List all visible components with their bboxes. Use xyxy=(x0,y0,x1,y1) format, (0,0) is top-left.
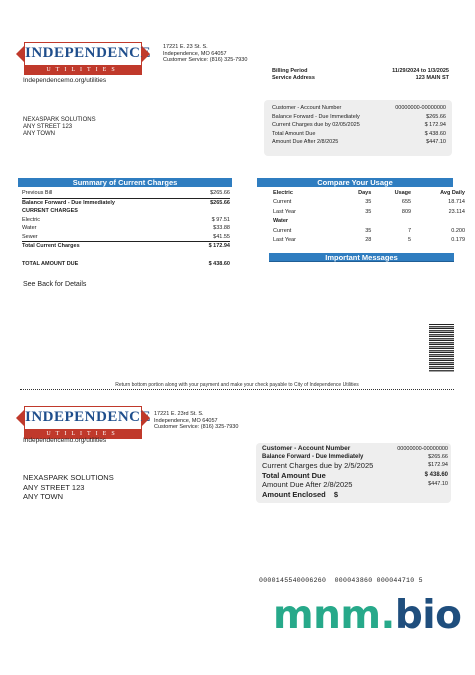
customer-address xyxy=(23,117,96,138)
logo-subtitle: UTILITIES xyxy=(24,430,142,439)
charge-value: $ 97.51 xyxy=(211,216,230,223)
charge-label: Sewer xyxy=(22,233,38,240)
website-link[interactable]: Independencemo.org/utilities xyxy=(23,77,107,84)
watermark-part1: mnm. xyxy=(273,593,395,638)
usage-cell: Last Year xyxy=(273,208,296,215)
account-number-value: 00000000-00000000 xyxy=(395,105,446,111)
billing-period-label: Billing Period xyxy=(272,68,308,74)
tear-off-instruction: Return bottom portion along with your payment and make your check payable to City of Independence Utilities xyxy=(115,382,359,388)
previous-bill-value: $265.66 xyxy=(210,190,230,196)
water-label: Water xyxy=(273,218,289,225)
usage-header-row xyxy=(273,188,465,198)
independence-logo xyxy=(24,406,152,439)
usage-cell: Current xyxy=(273,199,292,206)
usage-cell: 0.179 xyxy=(451,237,465,244)
important-messages-title: Important Messages xyxy=(269,253,454,262)
usage-cell: 7 xyxy=(408,227,412,234)
usage-cell: 35 xyxy=(365,199,372,206)
balance-forward-label: Balance Forward - Due Immediately xyxy=(272,113,360,120)
total-current-value: $ 172.94 xyxy=(208,243,230,249)
usage-header: Electric xyxy=(273,189,293,196)
account-summary-box xyxy=(264,100,452,156)
amount-after-value: $447.10 xyxy=(428,481,448,487)
address-line: 17221 E. 23 St. S. xyxy=(163,44,208,50)
balance-forward-label: Balance Forward - Due Immediately xyxy=(262,454,364,460)
charge-row xyxy=(22,216,230,225)
total-due-value: $ 438.60 xyxy=(208,260,230,267)
current-charges-value: $ 172.94 xyxy=(424,122,446,128)
logo-subtitle: UTILITIES xyxy=(24,66,142,75)
total-due-label: Total Amount Due xyxy=(272,130,316,137)
watermark-logo xyxy=(273,592,461,640)
usage-row xyxy=(273,198,465,208)
customer-name: NEXASPARK SOLUTIONS xyxy=(23,117,96,123)
usage-cell: 809 xyxy=(401,208,412,215)
account-number-label: Customer - Account Number xyxy=(262,445,351,452)
address-line: Independence, MO 64057 xyxy=(163,50,227,57)
customer-street: ANY STREET 123 xyxy=(23,482,85,492)
stub-website-link[interactable]: Independencemo.org/utilities xyxy=(23,437,107,444)
usage-header: Avg Daily xyxy=(440,189,465,196)
logo-wordmark: INDEPENDENCE xyxy=(24,42,142,66)
charge-row xyxy=(22,224,230,233)
barcode-image xyxy=(429,324,454,372)
utility-address xyxy=(163,44,247,64)
usage-cell: Last Year xyxy=(273,237,296,244)
amount-enclosed-label: Amount Enclosed xyxy=(262,489,326,499)
amount-after-value: $447.10 xyxy=(426,139,446,145)
usage-title: Compare Your Usage xyxy=(257,178,453,187)
independence-logo xyxy=(24,42,152,75)
service-address-label: Service Address xyxy=(272,75,315,81)
watermark-part2: bio xyxy=(394,593,462,638)
account-number-label: Customer - Account Number xyxy=(272,105,342,111)
see-back-note: See Back for Details xyxy=(23,281,87,288)
customer-service-line: Customer Service: (816) 325-7930 xyxy=(163,57,248,63)
current-charges-heading: CURRENT CHARGES xyxy=(22,208,78,214)
customer-town: ANY TOWN xyxy=(23,492,64,501)
current-charges-label: Current Charges due by 2/5/2025 xyxy=(262,461,374,470)
charge-value: $33.88 xyxy=(213,225,230,231)
usage-subheader-row xyxy=(273,217,465,227)
stub-account-box xyxy=(256,443,451,503)
usage-header: Days xyxy=(358,189,372,196)
stub-customer-address xyxy=(23,473,114,502)
customer-street: ANY STREET 123 xyxy=(23,124,73,130)
tear-line xyxy=(20,389,454,390)
usage-cell: 18.714 xyxy=(448,199,465,206)
total-due-label: TOTAL AMOUNT DUE xyxy=(22,260,79,267)
billing-info xyxy=(272,68,449,82)
amount-enclosed-symbol: $ xyxy=(333,489,339,499)
customer-service-line: Customer Service: (816) 325-7930 xyxy=(154,424,239,430)
amount-after-label: Amount Due After 2/8/2025 xyxy=(272,139,339,145)
usage-cell: 0.200 xyxy=(451,227,465,234)
charge-row xyxy=(22,233,230,242)
usage-header: Usage xyxy=(394,189,412,196)
usage-cell: 5 xyxy=(408,237,412,244)
summary-section xyxy=(18,178,232,268)
balance-forward-value: $265.66 xyxy=(426,113,446,120)
logo-wordmark: INDEPENDENCE xyxy=(24,406,142,430)
address-line: Independence, MO 64057 xyxy=(154,417,218,424)
usage-row xyxy=(273,236,465,246)
customer-name: NEXASPARK SOLUTIONS xyxy=(23,473,114,482)
balance-forward-label: Balance Forward - Due Immediately xyxy=(22,199,115,206)
charge-value: $41.55 xyxy=(213,233,230,240)
total-due-value: $ 438.60 xyxy=(424,471,448,478)
service-address-value: 123 MAIN ST xyxy=(415,75,449,81)
customer-town: ANY TOWN xyxy=(23,131,56,137)
billing-period-value: 11/29/2024 to 1/3/2025 xyxy=(392,68,449,74)
usage-row xyxy=(273,207,465,217)
address-line: 17221 E. 23rd St. S. xyxy=(154,411,204,417)
balance-forward-value: $265.66 xyxy=(210,199,230,206)
balance-forward-value: $265.66 xyxy=(428,454,448,460)
current-charges-label: Current Charges due by 02/05/2025 xyxy=(272,122,360,128)
account-number-value: 00000000-00000000 xyxy=(397,446,448,452)
usage-cell: 655 xyxy=(401,199,412,206)
charge-label: Water xyxy=(22,225,37,231)
usage-cell: 28 xyxy=(365,237,372,244)
charge-label: Electric xyxy=(22,216,41,223)
scanline: 0000145540006260 000043860 000044710 5 xyxy=(259,577,423,584)
usage-row xyxy=(273,226,465,236)
amount-after-label: Amount Due After 2/8/2025 xyxy=(262,480,353,489)
current-charges-value: $172.94 xyxy=(428,462,448,468)
previous-bill-label: Previous Bill xyxy=(22,190,53,196)
total-due-label: Total Amount Due xyxy=(262,470,326,480)
usage-cell: 35 xyxy=(365,227,372,234)
total-current-label: Total Current Charges xyxy=(22,243,80,249)
usage-table xyxy=(273,188,465,245)
usage-cell: 35 xyxy=(365,208,372,215)
usage-section xyxy=(257,178,465,245)
usage-cell: 23.114 xyxy=(448,208,465,215)
stub-utility-address xyxy=(154,411,238,431)
total-due-value: $ 438.60 xyxy=(424,130,446,137)
amount-enclosed-row[interactable] xyxy=(262,490,448,500)
summary-title: Summary of Current Charges xyxy=(18,178,232,187)
usage-cell: Current xyxy=(273,227,292,234)
